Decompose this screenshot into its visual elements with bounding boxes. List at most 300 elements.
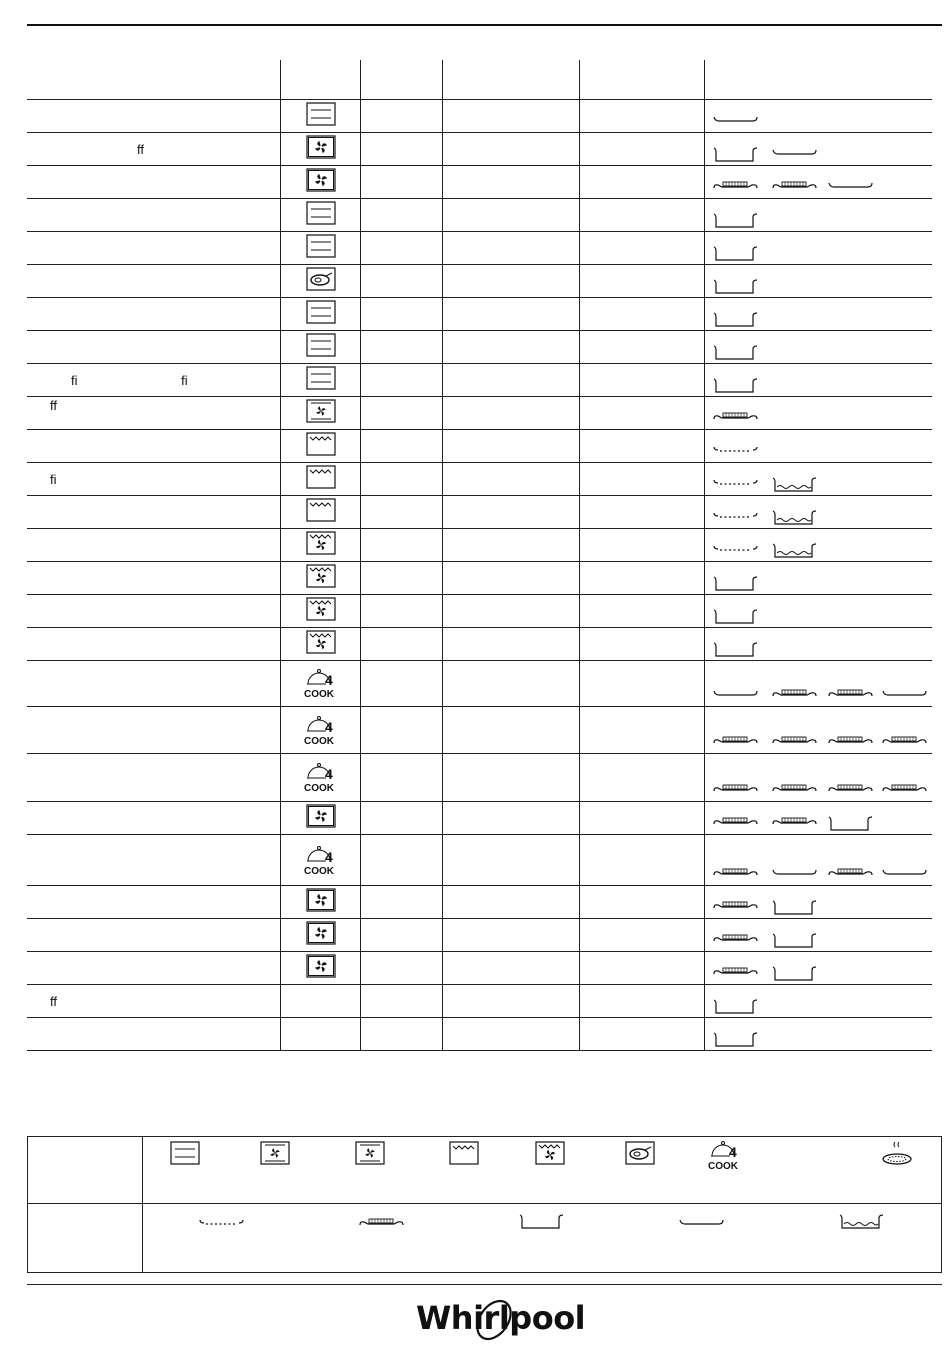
cell-food <box>27 331 281 363</box>
legend-maxi-cooking-icon <box>625 1141 655 1170</box>
wire-shelf-accessory-icon <box>772 179 818 191</box>
svg-text:4: 4 <box>325 848 333 865</box>
cook4-icon <box>304 668 338 705</box>
cell-function <box>281 265 361 297</box>
cell-time <box>580 463 705 495</box>
cell-food <box>27 496 281 528</box>
legend-convection-bake-icon <box>355 1141 385 1170</box>
cell-function <box>281 331 361 363</box>
legend-cooking-plate-icon <box>882 1140 914 1173</box>
cell-temperature <box>443 529 580 561</box>
cell-food <box>27 298 281 330</box>
cell-accessories <box>705 754 932 801</box>
turbo-grill-icon <box>306 531 336 560</box>
wire-shelf-accessory-icon <box>713 899 759 911</box>
cell-preheat <box>361 133 443 165</box>
cell-accessories <box>705 707 932 753</box>
svg-text:COOK: COOK <box>304 735 334 747</box>
cell-time <box>580 595 705 627</box>
grill-icon <box>306 465 336 494</box>
wire-shelf-accessory-icon <box>713 932 759 944</box>
cell-function <box>281 952 361 984</box>
pan-accessory-icon <box>772 899 818 917</box>
wire-shelf-accessory-icon <box>713 734 759 746</box>
wire-shelf-accessory-icon <box>772 782 818 794</box>
cell-function <box>281 364 361 396</box>
cell-time <box>580 298 705 330</box>
rack-accessory-icon <box>713 687 759 699</box>
legend-accessories-label <box>28 1203 143 1272</box>
table-row <box>27 886 932 919</box>
cell-function <box>281 754 361 801</box>
cook4-icon <box>304 715 338 752</box>
legend-cook4-icon <box>708 1140 742 1177</box>
cell-function <box>281 886 361 918</box>
cell-time <box>580 232 705 264</box>
cell-food <box>27 802 281 834</box>
pan-accessory-icon <box>713 146 759 164</box>
header-cell-function <box>281 60 361 99</box>
grid-accessory-icon <box>713 476 759 488</box>
cell-time <box>580 985 705 1017</box>
rack-accessory-icon <box>772 866 818 878</box>
cell-preheat <box>361 835 443 885</box>
cell-temperature <box>443 430 580 462</box>
cook4-icon <box>304 762 338 799</box>
cell-preheat <box>361 1018 443 1050</box>
table-row <box>27 331 932 364</box>
cell-function <box>281 529 361 561</box>
cell-preheat <box>361 265 443 297</box>
cell-time <box>580 661 705 706</box>
cell-time <box>580 397 705 429</box>
cell-preheat <box>361 754 443 801</box>
cell-food <box>27 952 281 984</box>
pan-accessory-icon <box>713 377 759 395</box>
cell-food <box>27 199 281 231</box>
cell-temperature <box>443 835 580 885</box>
cell-preheat <box>361 100 443 132</box>
rack-accessory-icon <box>882 866 928 878</box>
conventional-icon <box>306 234 336 263</box>
table-row <box>27 628 932 661</box>
table-row <box>27 166 932 199</box>
svg-text:COOK: COOK <box>304 689 334 700</box>
legend-conventional-icon <box>170 1141 200 1170</box>
cell-time <box>580 754 705 801</box>
legend-grid-icon <box>199 1215 245 1233</box>
cell-time <box>580 166 705 198</box>
table-row <box>27 985 932 1018</box>
wire-shelf-accessory-icon <box>828 734 874 746</box>
table-row <box>27 835 932 886</box>
cell-food <box>27 397 281 429</box>
cell-function <box>281 919 361 951</box>
pan-accessory-icon <box>713 245 759 263</box>
cell-time <box>580 100 705 132</box>
rack-accessory-icon <box>713 113 759 125</box>
cell-accessories <box>705 430 932 462</box>
cell-temperature <box>443 985 580 1017</box>
cell-accessories <box>705 1018 932 1050</box>
pan-accessory-icon <box>713 998 759 1016</box>
turbo-grill-icon <box>306 597 336 626</box>
cell-accessories <box>705 133 932 165</box>
wire-shelf-accessory-icon <box>828 782 874 794</box>
cell-temperature <box>443 199 580 231</box>
wire-shelf-accessory-icon <box>713 815 759 827</box>
cell-preheat <box>361 166 443 198</box>
cell-food <box>27 661 281 706</box>
grid-accessory-icon <box>713 509 759 521</box>
cell-function <box>281 133 361 165</box>
cell-function <box>281 496 361 528</box>
cell-temperature <box>443 595 580 627</box>
cell-food <box>27 232 281 264</box>
cell-preheat <box>361 562 443 594</box>
rack-accessory-icon <box>772 146 818 158</box>
svg-text:4: 4 <box>325 766 333 782</box>
pan-accessory-icon <box>772 965 818 983</box>
cell-accessories <box>705 199 932 231</box>
cell-food <box>27 595 281 627</box>
table-row <box>27 232 932 265</box>
cell-preheat <box>361 985 443 1017</box>
cell-accessories <box>705 397 932 429</box>
cell-preheat <box>361 232 443 264</box>
wire-shelf-accessory-icon <box>713 965 759 977</box>
table-row <box>27 1018 932 1051</box>
svg-text:4: 4 <box>325 718 333 735</box>
cell-time <box>580 265 705 297</box>
legend-grill-icon <box>449 1141 479 1170</box>
table-row <box>27 397 932 430</box>
forced-air-icon <box>306 804 336 833</box>
pan-accessory-icon <box>772 932 818 950</box>
legend-rack-icon <box>679 1215 725 1233</box>
pan-accessory-icon <box>713 1031 759 1049</box>
food-text-fragment: fi fi <box>71 373 188 388</box>
table-header-row <box>27 60 932 100</box>
cell-food <box>27 707 281 753</box>
header-cell-temperature <box>443 60 580 99</box>
conventional-icon <box>306 201 336 230</box>
cell-accessories <box>705 628 932 660</box>
cell-function <box>281 595 361 627</box>
header-cell-time <box>580 60 705 99</box>
pan-accessory-icon <box>713 575 759 593</box>
cell-food <box>27 985 281 1017</box>
wire-shelf-accessory-icon <box>713 866 759 878</box>
wire-shelf-accessory-icon <box>882 782 928 794</box>
cell-food <box>27 265 281 297</box>
cell-preheat <box>361 463 443 495</box>
cell-preheat <box>361 199 443 231</box>
forced-air-icon <box>306 135 336 164</box>
svg-text:COOK: COOK <box>708 1161 738 1172</box>
cell-function <box>281 707 361 753</box>
table-row <box>27 298 932 331</box>
cell-preheat <box>361 802 443 834</box>
cell-time <box>580 331 705 363</box>
cell-food <box>27 562 281 594</box>
cell-temperature <box>443 952 580 984</box>
cell-accessories <box>705 661 932 706</box>
cell-time <box>580 1018 705 1050</box>
convection-bake-icon <box>306 399 336 428</box>
rack-accessory-icon <box>882 687 928 699</box>
top-rule <box>27 24 942 26</box>
cell-preheat <box>361 331 443 363</box>
wire-shelf-accessory-icon <box>772 734 818 746</box>
table-row <box>27 802 932 835</box>
cell-food <box>27 754 281 801</box>
svg-text:4: 4 <box>729 1144 737 1160</box>
cell-preheat <box>361 595 443 627</box>
cell-temperature <box>443 707 580 753</box>
cell-food <box>27 835 281 885</box>
cell-time <box>580 802 705 834</box>
table-row <box>27 496 932 529</box>
cell-accessories <box>705 265 932 297</box>
grid-accessory-icon <box>713 443 759 455</box>
table-row <box>27 707 932 754</box>
legend-accessories-row <box>28 1203 941 1272</box>
cell-preheat <box>361 707 443 753</box>
legend-drip-tray-icon <box>839 1213 885 1236</box>
cell-food <box>27 364 281 396</box>
wire-shelf-accessory-icon <box>772 815 818 827</box>
table-row <box>27 133 932 166</box>
cell-function <box>281 985 361 1017</box>
cell-accessories <box>705 100 932 132</box>
forced-air-icon <box>306 954 336 983</box>
cell-temperature <box>443 919 580 951</box>
grill-icon <box>306 432 336 461</box>
table-row <box>27 754 932 802</box>
cell-function <box>281 232 361 264</box>
cell-accessories <box>705 562 932 594</box>
conventional-icon <box>306 333 336 362</box>
header-cell-preheat <box>361 60 443 99</box>
cell-temperature <box>443 265 580 297</box>
cell-accessories <box>705 802 932 834</box>
pan-accessory-icon <box>713 344 759 362</box>
cell-time <box>580 133 705 165</box>
cell-food <box>27 166 281 198</box>
cell-time <box>580 529 705 561</box>
cell-temperature <box>443 364 580 396</box>
cell-function <box>281 199 361 231</box>
pan-accessory-icon <box>713 212 759 230</box>
cell-temperature <box>443 331 580 363</box>
cell-time <box>580 199 705 231</box>
table-row <box>27 595 932 628</box>
cell-time <box>580 707 705 753</box>
cell-function <box>281 628 361 660</box>
food-text-fragment: ff <box>50 398 57 413</box>
table-row <box>27 100 932 133</box>
header-cell-accessories <box>705 60 932 99</box>
cell-preheat <box>361 628 443 660</box>
cell-accessories <box>705 364 932 396</box>
cell-accessories <box>705 835 932 885</box>
cell-temperature <box>443 166 580 198</box>
cell-preheat <box>361 886 443 918</box>
wire-shelf-accessory-icon <box>828 687 874 699</box>
pan-accessory-icon <box>713 278 759 296</box>
table-row <box>27 265 932 298</box>
table-row <box>27 919 932 952</box>
legend-pan-icon <box>519 1213 565 1236</box>
cell-time <box>580 628 705 660</box>
turbo-grill-icon <box>306 630 336 659</box>
cell-function <box>281 166 361 198</box>
cell-time <box>580 835 705 885</box>
conventional-icon <box>306 366 336 395</box>
cell-function <box>281 661 361 706</box>
cell-time <box>580 886 705 918</box>
cell-food <box>27 133 281 165</box>
wire-shelf-accessory-icon <box>828 866 874 878</box>
table-row <box>27 364 932 397</box>
legend-turbo-grill-icon <box>535 1141 565 1170</box>
cell-food <box>27 919 281 951</box>
cell-food <box>27 1018 281 1050</box>
food-text-fragment: ff <box>50 994 57 1009</box>
whirlpool-logo <box>414 1296 586 1344</box>
svg-text:4: 4 <box>325 672 333 688</box>
cell-accessories <box>705 919 932 951</box>
cell-preheat <box>361 364 443 396</box>
cell-temperature <box>443 562 580 594</box>
legend-wire-shelf-icon <box>359 1215 405 1233</box>
drip-tray-accessory-icon <box>772 476 818 494</box>
cell-function <box>281 298 361 330</box>
cell-temperature <box>443 661 580 706</box>
cell-temperature <box>443 886 580 918</box>
cell-time <box>580 919 705 951</box>
cell-function <box>281 397 361 429</box>
cell-accessories <box>705 529 932 561</box>
cell-temperature <box>443 133 580 165</box>
cell-time <box>580 364 705 396</box>
maxi-cooking-icon <box>306 267 336 296</box>
cell-time <box>580 430 705 462</box>
table-row <box>27 463 932 496</box>
table-row <box>27 529 932 562</box>
cell-preheat <box>361 496 443 528</box>
cell-food <box>27 628 281 660</box>
wire-shelf-accessory-icon <box>713 410 759 422</box>
cell-function <box>281 100 361 132</box>
cell-temperature <box>443 100 580 132</box>
legend-functions-row <box>28 1137 941 1204</box>
cell-time <box>580 562 705 594</box>
cook4-icon <box>304 845 338 882</box>
table-row <box>27 430 932 463</box>
rack-accessory-icon <box>828 179 874 191</box>
pan-accessory-icon <box>828 815 874 833</box>
cell-accessories <box>705 985 932 1017</box>
cell-temperature <box>443 463 580 495</box>
wire-shelf-accessory-icon <box>713 179 759 191</box>
food-text-fragment: ff <box>137 142 144 157</box>
cell-food <box>27 463 281 495</box>
legend-table <box>27 1136 942 1273</box>
cell-temperature <box>443 298 580 330</box>
pan-accessory-icon <box>713 311 759 329</box>
cell-preheat <box>361 952 443 984</box>
cell-function <box>281 1018 361 1050</box>
cell-accessories <box>705 496 932 528</box>
turbo-grill-icon <box>306 564 336 593</box>
drip-tray-accessory-icon <box>772 509 818 527</box>
table-row <box>27 562 932 595</box>
cell-temperature <box>443 496 580 528</box>
cell-temperature <box>443 397 580 429</box>
table-row <box>27 952 932 985</box>
cell-accessories <box>705 595 932 627</box>
grid-accessory-icon <box>713 542 759 554</box>
wire-shelf-accessory-icon <box>772 687 818 699</box>
cell-preheat <box>361 529 443 561</box>
cell-time <box>580 952 705 984</box>
header-cell-food <box>27 60 281 99</box>
cell-function <box>281 802 361 834</box>
wire-shelf-accessory-icon <box>713 782 759 794</box>
cell-preheat <box>361 298 443 330</box>
cell-food <box>27 100 281 132</box>
forced-air-icon <box>306 921 336 950</box>
conventional-icon <box>306 102 336 131</box>
cell-time <box>580 496 705 528</box>
cell-accessories <box>705 952 932 984</box>
cell-temperature <box>443 232 580 264</box>
cell-accessories <box>705 463 932 495</box>
cell-food <box>27 430 281 462</box>
forced-air-icon <box>306 888 336 917</box>
svg-text:COOK: COOK <box>304 865 334 877</box>
legend-convection-bake-icon <box>260 1141 290 1170</box>
cell-food <box>27 886 281 918</box>
cell-function <box>281 463 361 495</box>
cell-function <box>281 562 361 594</box>
drip-tray-accessory-icon <box>772 542 818 560</box>
bottom-rule <box>27 1284 942 1285</box>
svg-text:COOK: COOK <box>304 783 334 794</box>
svg-text:Whirlpool: Whirlpool <box>416 1299 586 1337</box>
cell-preheat <box>361 430 443 462</box>
cell-temperature <box>443 754 580 801</box>
cell-preheat <box>361 919 443 951</box>
cell-function <box>281 835 361 885</box>
cell-temperature <box>443 628 580 660</box>
cell-accessories <box>705 886 932 918</box>
cell-temperature <box>443 802 580 834</box>
cell-preheat <box>361 397 443 429</box>
cell-accessories <box>705 331 932 363</box>
cell-accessories <box>705 232 932 264</box>
cell-accessories <box>705 298 932 330</box>
grill-icon <box>306 498 336 527</box>
conventional-icon <box>306 300 336 329</box>
food-text-fragment: fi <box>50 472 57 487</box>
cell-food <box>27 529 281 561</box>
wire-shelf-accessory-icon <box>882 734 928 746</box>
forced-air-icon <box>306 168 336 197</box>
legend-functions-label <box>28 1137 143 1203</box>
